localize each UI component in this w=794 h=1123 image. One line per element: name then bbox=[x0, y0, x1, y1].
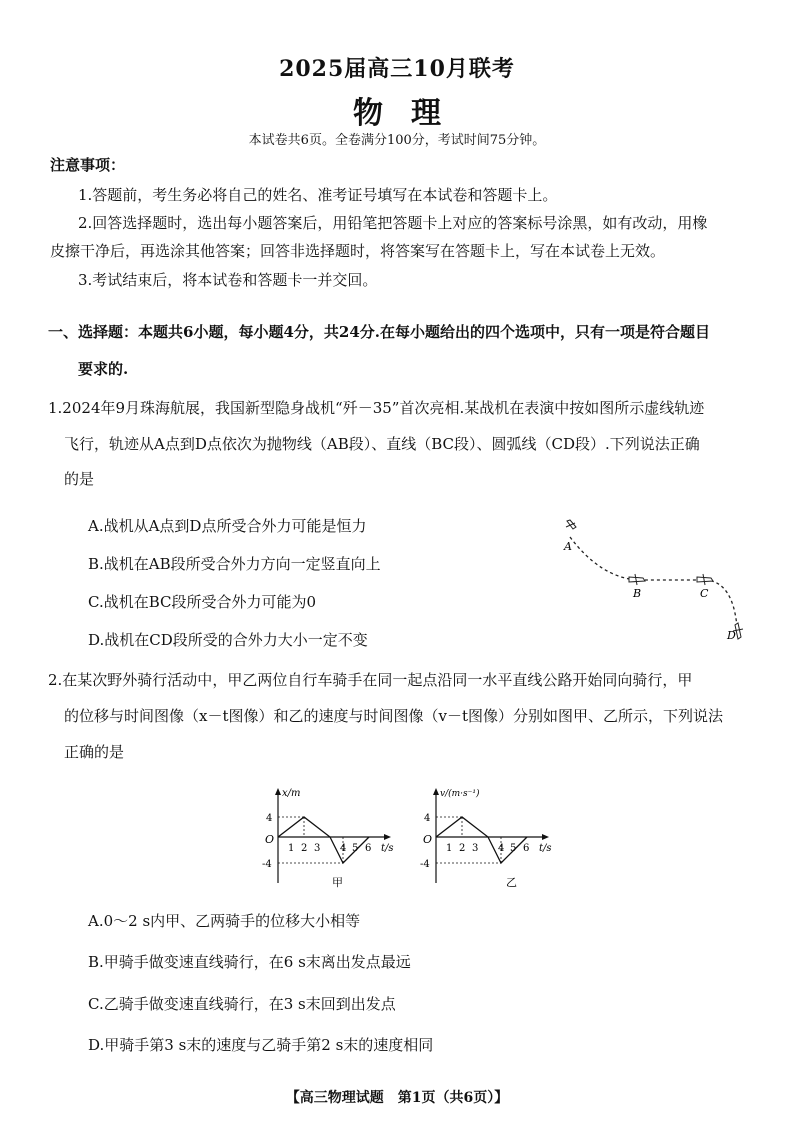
x-axis-arrow-icon bbox=[542, 834, 549, 840]
q2-graph-yi bbox=[410, 785, 560, 890]
x-axis-label: t/s bbox=[539, 843, 552, 854]
x-tick-5: 5 bbox=[510, 843, 517, 854]
page-footer: 【高三物理试题 第1页（共6页）】 bbox=[285, 1090, 509, 1106]
y-tick-neg4: -4 bbox=[262, 859, 272, 870]
q2-stem-line-1: 2.在某次野外骑行活动中，甲乙两位自行车骑手在同一起点沿同一水平直线公路开始同向骑行，甲 bbox=[48, 671, 693, 689]
section-heading-line-1: 一、选择题：本题共6小题，每小题4分，共24分.在每小题给出的四个选项中，只有一项是符合题目 bbox=[48, 323, 710, 341]
x-tick-1: 1 bbox=[446, 843, 453, 854]
q1-option-b: B.战机在AB段所受合外力方向一定竖直向上 bbox=[88, 555, 381, 573]
y-axis-arrow-icon bbox=[433, 788, 439, 795]
point-label-b: B bbox=[633, 587, 642, 600]
q2-option-a: A.0～2 s内甲、乙两骑手的位移大小相等 bbox=[88, 912, 361, 930]
q1-stem-line-1: 1.2024年9月珠海航展，我国新型隐身战机“歼－35”首次亮相.某战机在表演中按如图所示虚线轨迹 bbox=[48, 399, 705, 417]
notes-title: 注意事项： bbox=[50, 156, 126, 174]
subject-title: 物理 bbox=[353, 96, 469, 131]
note-item-2-line-2: 皮擦干净后，再选涂其他答案；回答非选择题时，将答案写在答题卡上，写在本试卷上无效。 bbox=[50, 242, 666, 260]
point-label-d: D bbox=[727, 629, 736, 642]
x-axis-arrow-icon bbox=[384, 834, 391, 840]
y-axis-arrow-icon bbox=[275, 788, 281, 795]
x-tick-1: 1 bbox=[288, 843, 295, 854]
note-item-2-line-1: 2.回答选择题时，选出每小题答案后，用铅笔把答题卡上对应的答案标号涂黑，如有改动，用橡 bbox=[78, 214, 708, 232]
trajectory-path bbox=[570, 537, 737, 627]
q1-stem-line-2: 飞行，轨迹从A点到D点依次为抛物线（AB段）、直线（BC段）、圆弧线（CD段）.下列说法正确 bbox=[64, 435, 700, 453]
jet-icon-b bbox=[629, 574, 645, 585]
x-tick-6: 6 bbox=[523, 843, 530, 854]
graph-yi-caption: 乙 bbox=[506, 876, 517, 889]
x-tick-2: 2 bbox=[301, 843, 308, 854]
q1-trajectory-figure bbox=[555, 515, 760, 650]
exam-info: 本试卷共6页。全卷满分100分，考试时间75分钟。 bbox=[248, 133, 546, 148]
y-axis-label: x/m bbox=[282, 788, 301, 799]
jet-icon-c bbox=[697, 574, 713, 585]
q2-graph-jia bbox=[252, 785, 402, 890]
q2-stem-line-3: 正确的是 bbox=[64, 743, 125, 761]
origin-label: O bbox=[423, 833, 433, 846]
y-axis-label: v/(m·s⁻¹) bbox=[440, 789, 480, 799]
point-label-a: A bbox=[564, 540, 572, 553]
q1-option-c: C.战机在BC段所受合外力可能为0 bbox=[88, 593, 317, 611]
x-tick-6: 6 bbox=[365, 843, 372, 854]
note-item-3: 3.考试结束后，将本试卷和答题卡一并交回。 bbox=[78, 271, 378, 289]
jet-icon-a bbox=[566, 520, 576, 529]
x-axis-label: t/s bbox=[381, 843, 394, 854]
q2-option-c: C.乙骑手做变速直线骑行，在3 s末回到出发点 bbox=[88, 995, 396, 1013]
graph-yi-line bbox=[436, 817, 530, 863]
q1-stem-line-3: 的是 bbox=[64, 470, 95, 488]
x-tick-3: 3 bbox=[472, 843, 479, 854]
point-label-c: C bbox=[700, 587, 709, 600]
q1-option-a: A.战机从A点到D点所受合外力可能是恒力 bbox=[88, 517, 367, 535]
section-heading-line-2: 要求的. bbox=[78, 360, 129, 378]
y-tick-neg4: -4 bbox=[420, 859, 430, 870]
x-tick-5: 5 bbox=[352, 843, 359, 854]
x-tick-4: 4 bbox=[498, 843, 505, 854]
y-tick-4: 4 bbox=[424, 813, 431, 824]
q2-stem-line-2: 的位移与时间图像（x－t图像）和乙的速度与时间图像（v－t图像）分别如图甲、乙所示，下列说法 bbox=[64, 707, 723, 725]
q2-option-b: B.甲骑手做变速直线骑行，在6 s末离出发点最远 bbox=[88, 953, 411, 971]
exam-title: 2025届高三10月联考 bbox=[279, 56, 515, 82]
y-tick-4: 4 bbox=[266, 813, 273, 824]
q1-option-d: D.战机在CD段所受的合外力大小一定不变 bbox=[88, 631, 368, 649]
x-tick-4: 4 bbox=[340, 843, 347, 854]
x-tick-2: 2 bbox=[459, 843, 466, 854]
graph-jia-line bbox=[278, 817, 372, 863]
graph-jia-caption: 甲 bbox=[332, 876, 343, 889]
q2-option-d: D.甲骑手第3 s末的速度与乙骑手第2 s末的速度相同 bbox=[88, 1036, 434, 1054]
x-tick-3: 3 bbox=[314, 843, 321, 854]
note-item-1: 1.答题前，考生务必将自己的姓名、准考证号填写在本试卷和答题卡上。 bbox=[78, 186, 558, 204]
origin-label: O bbox=[265, 833, 275, 846]
